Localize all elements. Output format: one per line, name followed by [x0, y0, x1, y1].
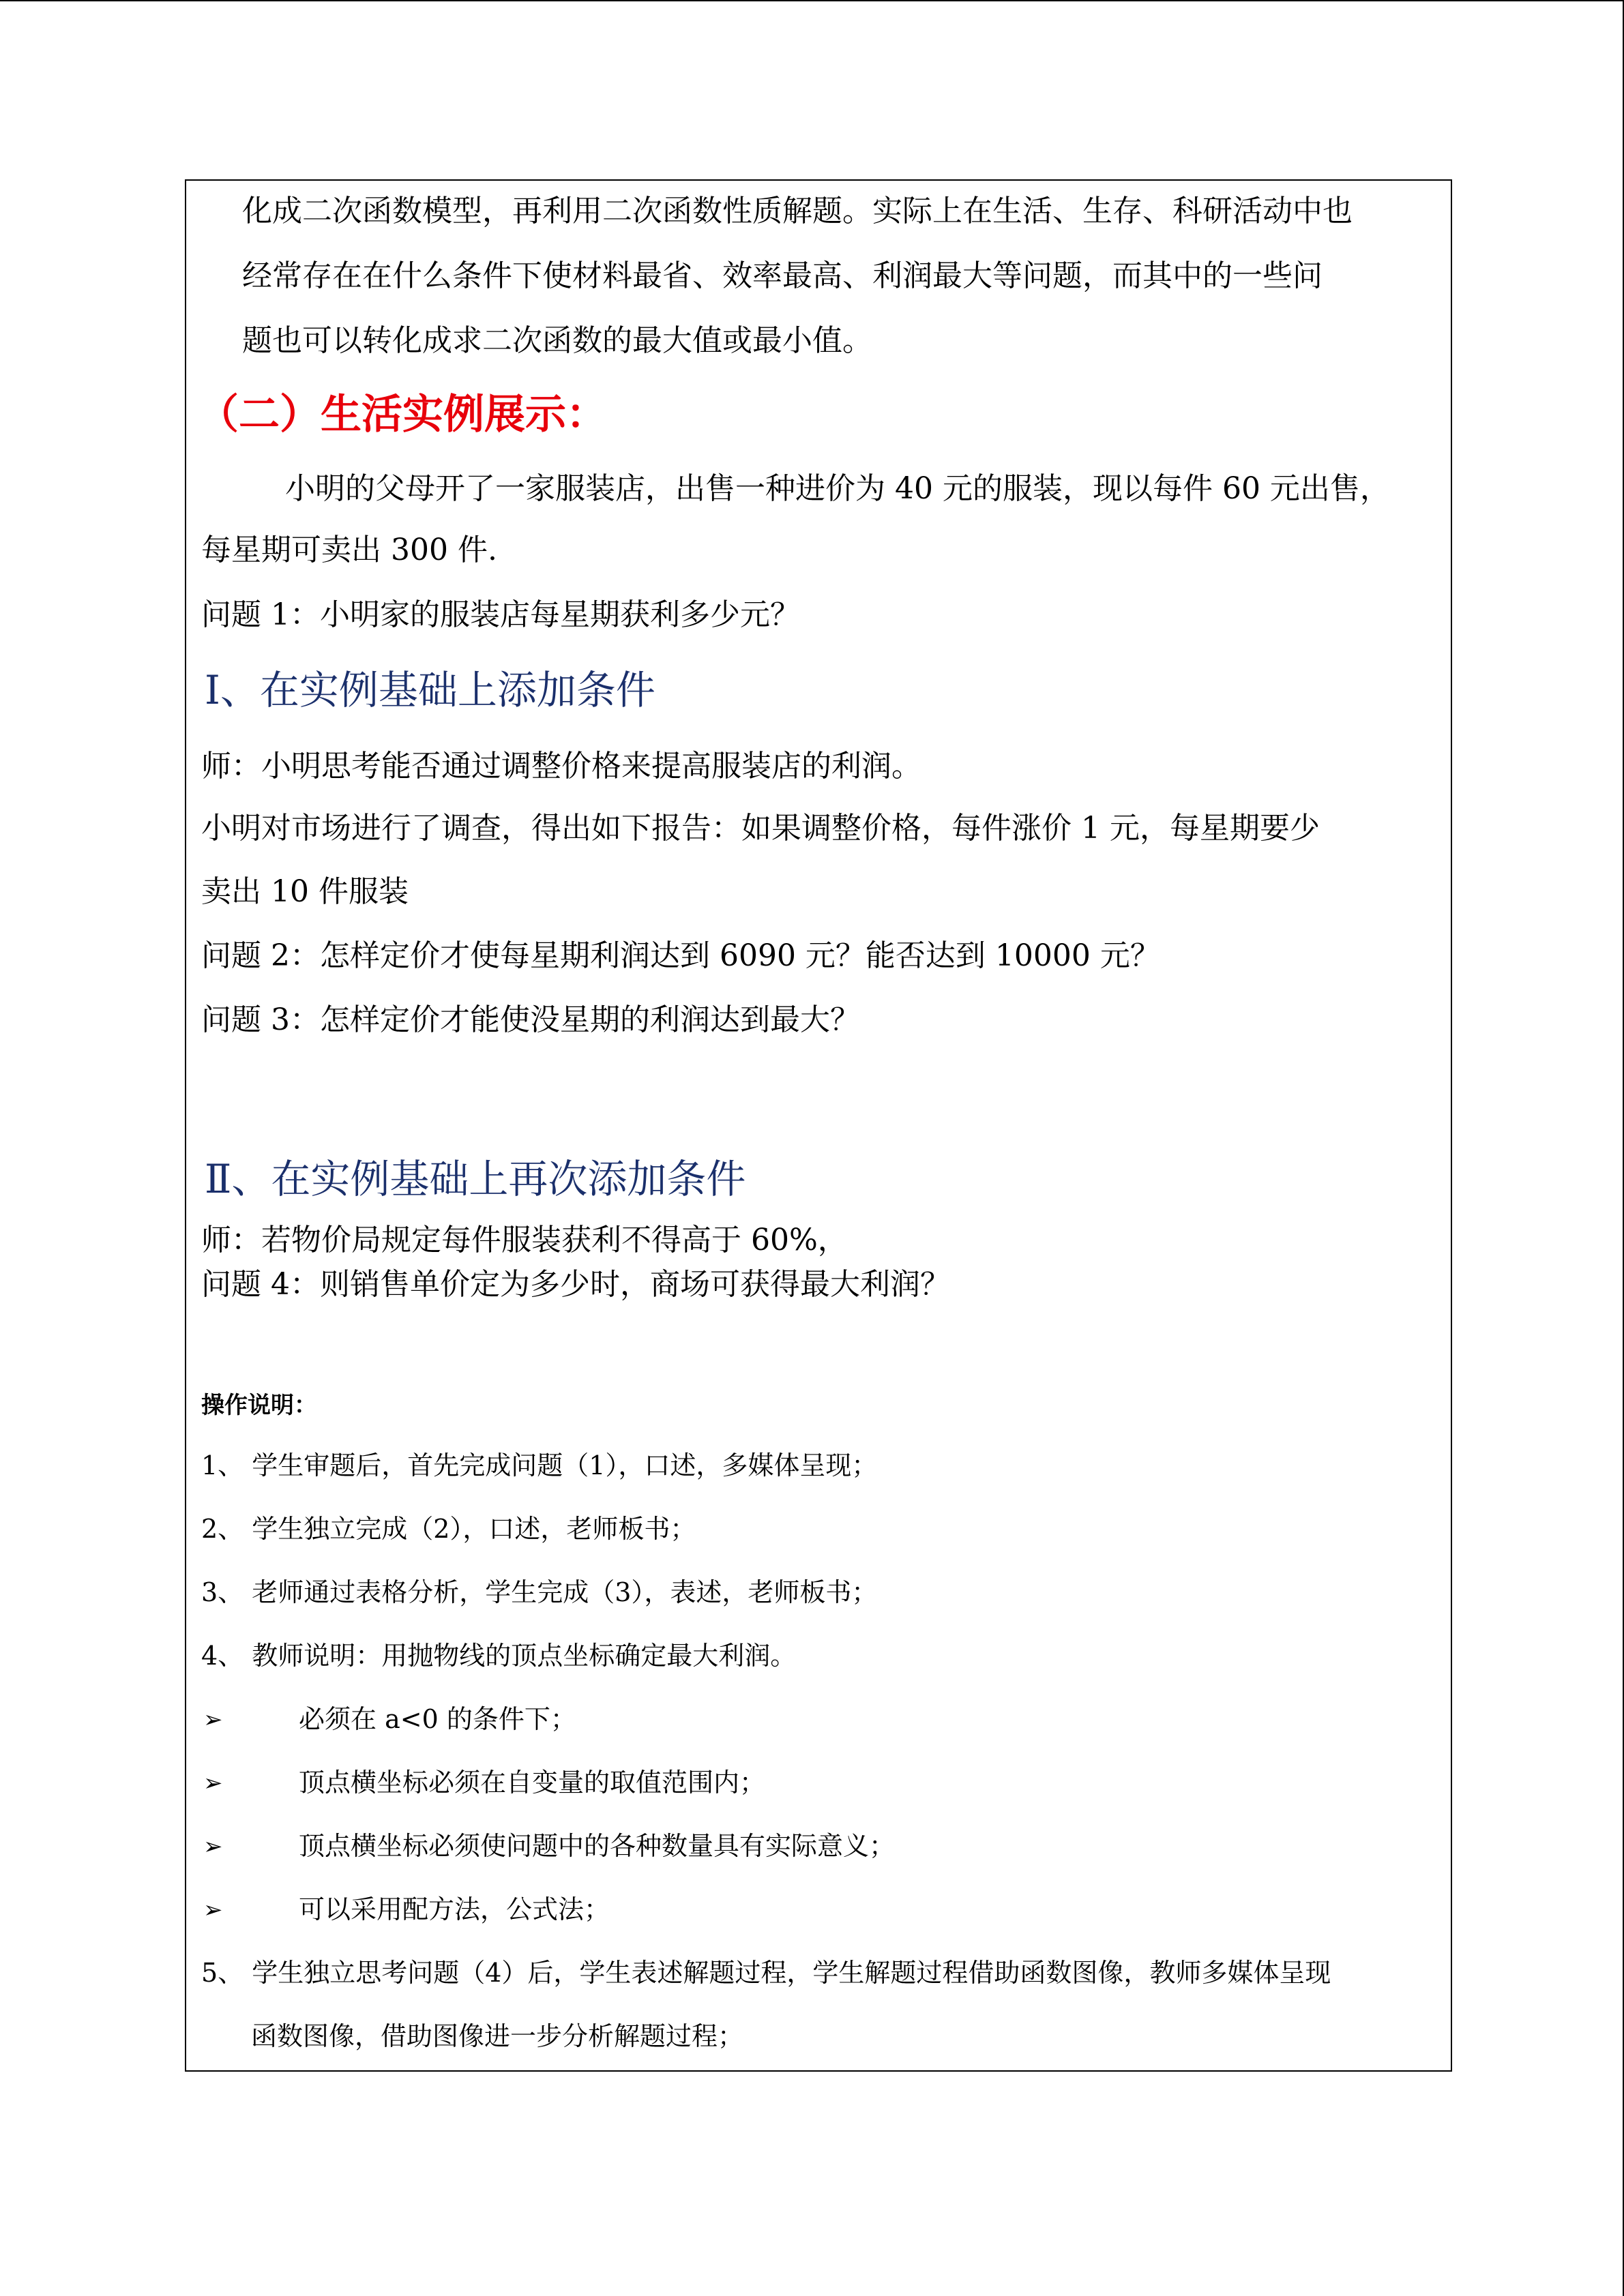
intro-line-3: 题也可以转化成求二次函数的最大值或最小值。 — [242, 323, 872, 358]
part1-teacher-line: 师：小明思考能否通过调整价格来提高服装店的利润。 — [201, 749, 921, 784]
instruction-item-4: 4、 教师说明：用抛物线的顶点坐标确定最大利润。 — [201, 1641, 797, 1671]
question-4: 问题 4：则销售单价定为多少时，商场可获得最大利润？ — [201, 1267, 950, 1302]
bullet-arrow-icon: ➢ — [203, 1770, 223, 1797]
part1-heading: Ⅰ、在实例基础上添加条件 — [205, 667, 655, 713]
part2-heading: Ⅱ、在实例基础上再次添加条件 — [205, 1156, 746, 1202]
example-paragraph-line-1: 小明的父母开了一家服装店，出售一种进价为 40 元的服装，现以每件 60 元出售， — [285, 471, 1390, 506]
intro-line-2: 经常存在在什么条件下使材料最省、效率最高、利润最大等问题，而其中的一些问 — [242, 258, 1323, 293]
question-3: 问题 3：怎样定价才能使没星期的利润达到最大？ — [201, 1002, 860, 1037]
instruction-item-2: 2、 学生独立完成（2），口述，老师板书； — [201, 1514, 696, 1544]
question-2: 问题 2：怎样定价才使每星期利润达到 6090 元？能否达到 10000 元？ — [201, 938, 1160, 973]
part2-teacher-line: 师：若物价局规定每件服装获利不得高于 60%， — [201, 1223, 848, 1257]
part1-survey-line-1: 小明对市场进行了调查，得出如下报告：如果调整价格，每件涨价 1 元，每星期要少 — [201, 811, 1320, 846]
bullet-item-3: 顶点横坐标必须使问题中的各种数量具有实际意义； — [299, 1831, 896, 1861]
question-1: 问题 1：小明家的服装店每星期获利多少元？ — [201, 597, 800, 632]
bullet-arrow-icon: ➢ — [203, 1706, 223, 1733]
example-paragraph-line-2: 每星期可卖出 300 件. — [201, 533, 497, 567]
bullet-item-1: 必须在 a<0 的条件下； — [299, 1704, 576, 1734]
instruction-item-5-line-2: 函数图像，借助图像进一步分析解题过程； — [251, 2021, 744, 2051]
section-heading-life-example: （二）生活实例展示： — [198, 391, 607, 438]
instruction-item-3: 3、 老师通过表格分析，学生完成（3），表述，老师板书； — [201, 1577, 878, 1607]
intro-line-1: 化成二次函数模型，再利用二次函数性质解题。实际上在生活、生存、科研活动中也 — [242, 194, 1353, 228]
bullet-item-4: 可以采用配方法，公式法； — [299, 1894, 610, 1924]
bullet-arrow-icon: ➢ — [203, 1833, 223, 1860]
instruction-item-1: 1、 学生审题后，首先完成问题（1），口述，多媒体呈现； — [201, 1450, 878, 1480]
instructions-title: 操作说明： — [201, 1392, 317, 1419]
part1-survey-line-2: 卖出 10 件服装 — [201, 874, 409, 909]
page-top-border — [0, 0, 1624, 1]
bullet-arrow-icon: ➢ — [203, 1896, 223, 1924]
instruction-item-5-line-1: 5、 学生独立思考问题（4）后，学生表述解题过程，学生解题过程借助函数图像，教师多媒体呈现 — [201, 1958, 1331, 1988]
bullet-item-2: 顶点横坐标必须在自变量的取值范围内； — [299, 1768, 766, 1798]
